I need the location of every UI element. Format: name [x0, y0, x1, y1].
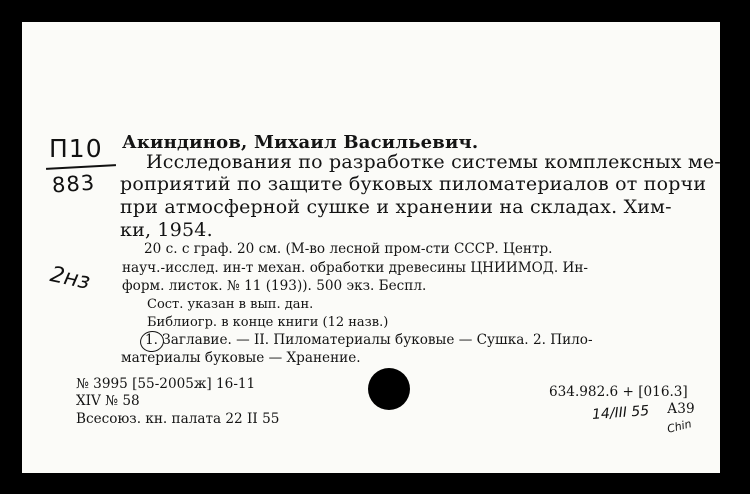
imprint-line-1: 20 с. с граф. 20 см. (М-во лесной пром-сти СССР. Центр. [144, 241, 553, 257]
tracing-line-1: 1. Заглавие. — II. Пиломатериалы буковые — Сушка. 2. Пило- [145, 332, 593, 348]
footer-code: А39 [667, 401, 695, 417]
footer-chamber: Всесоюз. кн. палата 22 II 55 [76, 411, 280, 427]
footer-classification: 634.982.6 + [016.3] [549, 384, 688, 400]
title-line-3: при атмосферной сушке и хранении на складах. Хим- [120, 196, 672, 218]
title-line-4: ки, 1954. [120, 219, 213, 241]
title-line-1: Исследования по разработке системы комплексных ме- [146, 151, 721, 173]
title-line-2: роприятий по защите буковых пиломатериалов от порчи [120, 173, 707, 195]
note-compiler: Сост. указан в вып. дан. [147, 297, 314, 312]
margin-note: 2нз [47, 262, 93, 295]
call-number-top: П10 [49, 134, 103, 163]
imprint-line-2: науч.-исслед. ин-т механ. обработки древесины ЦНИИМОД. Ин- [122, 260, 589, 276]
call-number-bottom: 883 [51, 170, 96, 198]
catalog-card [22, 22, 720, 473]
call-number-divider [46, 164, 116, 170]
author-heading: Акиндинов, Михаил Васильевич. [122, 132, 479, 153]
punch-hole [368, 368, 410, 410]
tracing-line-2: материалы буковые — Хранение. [121, 350, 361, 366]
imprint-line-3: форм. листок. № 11 (193)). 500 экз. Беспл. [122, 278, 427, 294]
signature: Сhin [665, 417, 693, 436]
footer-accession: № 3995 [55-2005ж] 16-11 [76, 376, 256, 392]
date-note: 14/III 55 [591, 403, 650, 423]
note-bibliography: Библиогр. в конце книги (12 назв.) [147, 315, 389, 330]
footer-series: XIV № 58 [76, 393, 140, 409]
